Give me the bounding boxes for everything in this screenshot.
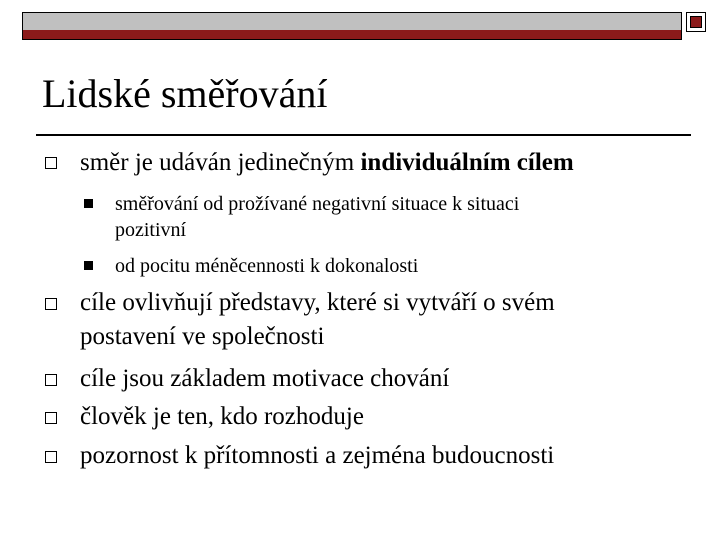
hollow-square-bullet-icon: [45, 412, 57, 424]
filled-square-bullet-icon: [84, 261, 93, 270]
bullet-1-plain: směr je udáván jedinečným: [80, 149, 361, 176]
band-grey-strip: [23, 13, 681, 31]
hollow-square-bullet-icon: [45, 374, 57, 386]
bullet-4-text: člověk je ten, kdo rozhoduje: [80, 403, 364, 430]
bullet-1-text: [80, 148, 574, 178]
sub-bullet-1-line-2: pozitivní: [115, 219, 187, 241]
title-underline: [36, 134, 691, 136]
bullet-5-text: pozornost k přítomnosti a zejména budoucnosti: [80, 442, 555, 469]
bullet-3-text: cíle jsou základem motivace chování: [80, 365, 450, 392]
hollow-square-bullet-icon: [45, 157, 57, 169]
sub-bullet-2-line-1: od pocitu méněcennosti k dokonalosti: [115, 255, 419, 277]
slide-title: Lidské směřování: [42, 71, 328, 116]
band-red-strip: [23, 30, 681, 39]
filled-square-bullet-icon: [84, 199, 93, 208]
bullet-1-bold: individuálním cílem: [360, 149, 574, 176]
corner-decoration: [686, 12, 706, 32]
bullet-2-line-2: postavení ve společnosti: [80, 323, 325, 350]
hollow-square-bullet-icon: [45, 298, 57, 310]
sub-bullet-1-line-1: směřování od prožívané negativní situace k situaci: [115, 193, 520, 215]
bullet-2-line-1: cíle ovlivňují představy, které si vytváří o svém: [80, 289, 555, 316]
top-decorative-band: [22, 12, 682, 40]
corner-red-square: [690, 16, 702, 28]
hollow-square-bullet-icon: [45, 451, 57, 463]
